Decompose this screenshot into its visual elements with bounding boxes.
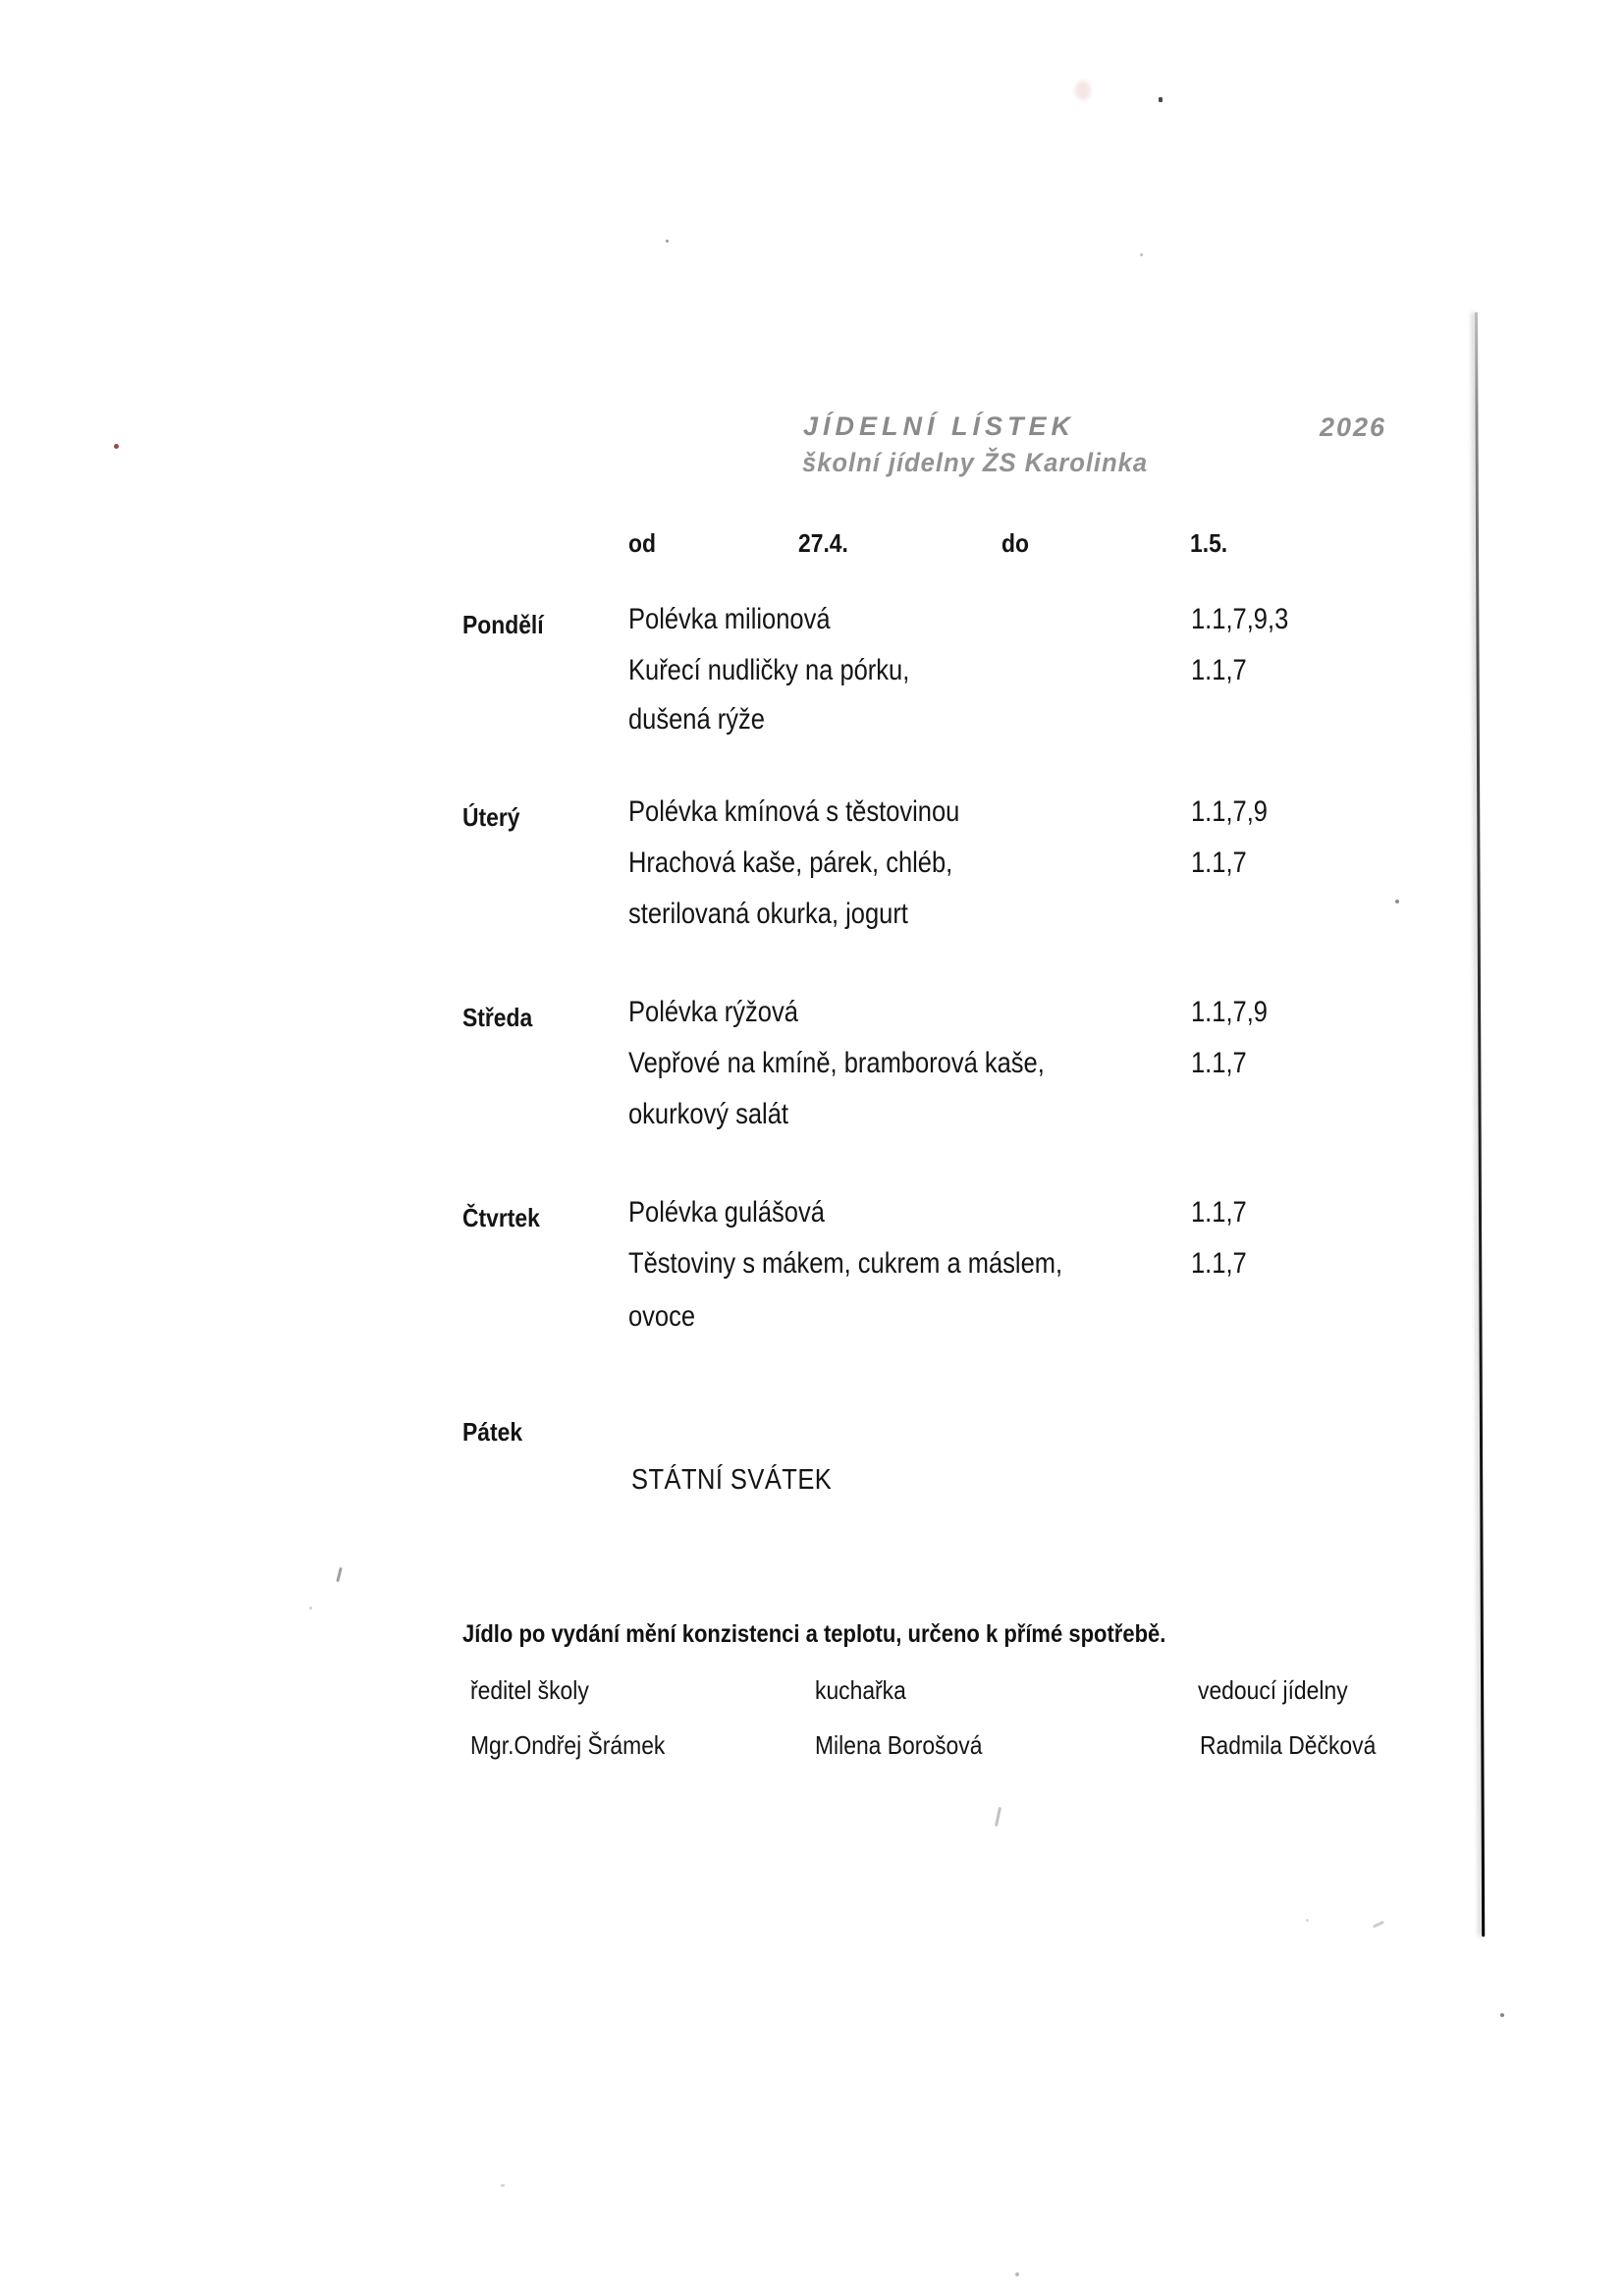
menu-line: dušená rýže xyxy=(628,703,765,736)
scan-speck xyxy=(1373,1921,1384,1929)
scan-speck xyxy=(1395,900,1399,903)
scan-speck xyxy=(336,1567,343,1582)
allergen-codes: 1.1,7,9 xyxy=(1191,996,1268,1028)
menu-line: Těstoviny s mákem, cukrem a máslem, xyxy=(628,1247,1063,1280)
day-label: Čtvrtek xyxy=(462,1203,540,1232)
scan-speck xyxy=(1140,253,1143,256)
date-from-label: od xyxy=(628,528,656,558)
scan-speck xyxy=(501,2184,505,2187)
menu-line: ovoce xyxy=(628,1300,696,1333)
allergen-codes: 1.1,7 xyxy=(1191,1196,1247,1229)
year-label: 2026 xyxy=(1320,412,1387,442)
scan-speck xyxy=(666,240,669,243)
page-title: JÍDELNÍ LÍSTEK xyxy=(803,411,1076,441)
allergen-codes: 1.1,7,9 xyxy=(1191,795,1268,828)
menu-line: Polévka rýžová xyxy=(628,996,798,1028)
signatory-name: Mgr.Ondřej Šrámek xyxy=(470,1730,666,1760)
scan-edge-line xyxy=(1475,312,1485,1937)
allergen-codes: 1.1,7 xyxy=(1191,654,1247,686)
menu-line: Polévka milionová xyxy=(628,603,831,635)
allergen-codes: 1.1,7 xyxy=(1191,1247,1247,1280)
day-label: Úterý xyxy=(462,802,520,832)
menu-line: Polévka gulášová xyxy=(628,1196,825,1229)
signatory-role: kuchařka xyxy=(815,1675,906,1705)
date-to-label: do xyxy=(1001,528,1029,558)
date-from-value: 27.4. xyxy=(798,528,848,558)
signatory-name: Milena Borošová xyxy=(815,1730,983,1760)
menu-line: sterilovaná okurka, jogurt xyxy=(628,898,908,930)
scan-speck xyxy=(309,1607,312,1610)
signatory-role: vedoucí jídelny xyxy=(1198,1675,1348,1705)
menu-line: Kuřecí nudličky na pórku, xyxy=(628,654,910,686)
day-label: Pondělí xyxy=(462,610,544,639)
scan-speck xyxy=(1075,81,1091,100)
menu-line: Vepřové na kmíně, bramborová kaše, xyxy=(628,1047,1045,1079)
scan-speck xyxy=(1015,2272,1019,2276)
day-label: Středa xyxy=(462,1003,533,1032)
page-subtitle: školní jídelny ŽS Karolinka xyxy=(802,448,1149,477)
holiday-label: STÁTNÍ SVÁTEK xyxy=(631,1464,833,1496)
date-to-value: 1.5. xyxy=(1190,528,1228,558)
consumption-note: Jídlo po vydání mění konzistenci a teplotu, určeno k přímé spotřebě. xyxy=(462,1620,1166,1648)
allergen-codes: 1.1,7 xyxy=(1191,847,1247,879)
allergen-codes: 1.1,7 xyxy=(1191,1047,1247,1079)
scan-speck xyxy=(995,1807,1001,1827)
scan-speck xyxy=(114,444,119,449)
menu-line: Hrachová kaše, párek, chléb, xyxy=(628,847,953,879)
scan-speck xyxy=(1306,1919,1309,1922)
menu-line: okurkový salát xyxy=(628,1098,788,1130)
menu-line: Polévka kmínová s těstovinou xyxy=(628,795,960,828)
scan-speck xyxy=(1500,2013,1504,2017)
allergen-codes: 1.1,7,9,3 xyxy=(1191,603,1289,635)
day-label: Pátek xyxy=(462,1417,523,1447)
signatory-name: Radmila Děčková xyxy=(1200,1730,1377,1760)
signatory-role: ředitel školy xyxy=(470,1675,589,1705)
scan-speck xyxy=(1159,97,1163,102)
